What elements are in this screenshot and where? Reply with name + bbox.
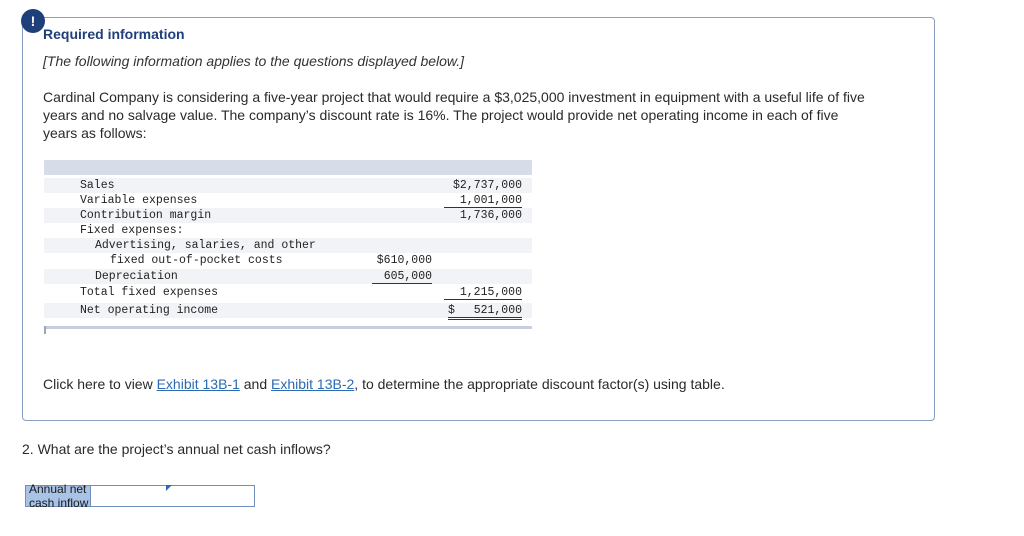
exhibit-prefix: Click here to view	[43, 376, 157, 392]
net-operating-income-currency: $	[448, 304, 455, 317]
advertising-label-cont: fixed out-of-pocket costs	[110, 254, 283, 267]
net-operating-income-amount	[448, 304, 522, 320]
contribution-margin-label: Contribution margin	[80, 209, 212, 222]
annual-net-cash-inflow-input[interactable]	[91, 486, 254, 506]
required-information-note: [The following information applies to the questions displayed below.]	[43, 53, 465, 69]
total-fixed-value: 1,215,000	[444, 286, 522, 300]
variable-expenses-value: 1,001,000	[444, 194, 522, 208]
question-text: 2. What are the project’s annual net cash inflows?	[22, 441, 331, 457]
exhibit-instructions	[43, 376, 725, 392]
row-advertising	[44, 238, 532, 253]
row-variable-expenses	[44, 193, 532, 208]
exhibit-suffix: , to determine the appropriate discount factor(s) using table.	[354, 376, 725, 392]
row-depreciation	[44, 269, 532, 284]
row-fixed-expenses-header	[44, 223, 532, 238]
table-footer-band	[44, 326, 532, 329]
net-operating-income-label: Net operating income	[80, 304, 219, 317]
fixed-expenses-label: Fixed expenses:	[80, 224, 184, 237]
depreciation-label: Depreciation	[95, 270, 178, 283]
sales-value: $2,737,000	[452, 179, 522, 192]
answer-label: Annual net cash inflow	[26, 486, 91, 506]
contribution-margin-value: 1,736,000	[459, 209, 522, 222]
sales-label: Sales	[80, 179, 115, 192]
row-advertising-cont	[44, 253, 532, 268]
answer-row	[25, 482, 255, 510]
alert-icon: !	[21, 9, 45, 33]
total-fixed-label: Total fixed expenses	[80, 286, 219, 299]
exhibit-13b-1-link[interactable]: Exhibit 13B-1	[156, 376, 240, 392]
problem-description: Cardinal Company is considering a five-year project that would require a $3,025,000 investment in equipment with a useful life of five years and no salvage value. The company’s discount rate is 16%. The project would provide net operating income in each of five years as follows:	[43, 89, 865, 141]
net-operating-income-value: 521,000	[473, 304, 522, 317]
exhibit-13b-2-link[interactable]: Exhibit 13B-2	[271, 376, 355, 392]
advertising-label: Advertising, salaries, and other	[95, 239, 316, 252]
row-sales	[44, 178, 532, 193]
input-flag-icon	[166, 485, 172, 491]
depreciation-value: 605,000	[372, 270, 432, 284]
variable-expenses-label: Variable expenses	[80, 194, 198, 207]
table-footer-tick	[44, 326, 46, 334]
row-contribution-margin	[44, 208, 532, 223]
exhibit-middle: and	[239, 376, 272, 392]
row-total-fixed	[44, 285, 532, 300]
advertising-value: $610,000	[376, 254, 432, 267]
table-header-band	[44, 160, 532, 175]
row-net-operating-income	[44, 303, 532, 318]
required-information-title: Required information	[43, 26, 185, 42]
income-statement-table	[44, 160, 532, 336]
